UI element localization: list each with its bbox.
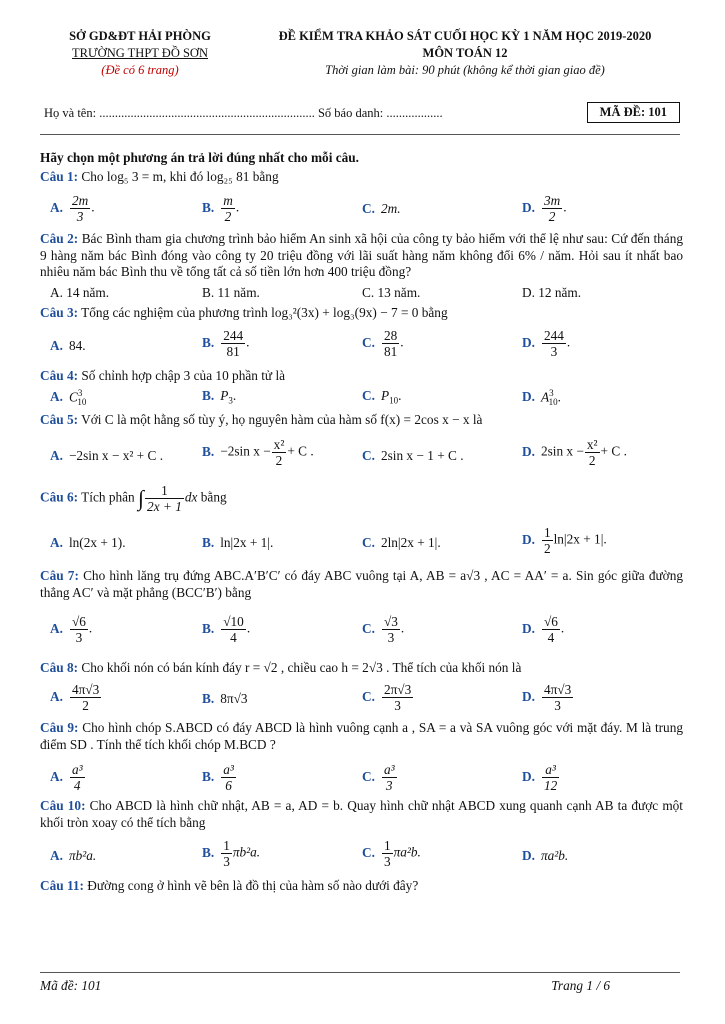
header-right	[250, 28, 680, 79]
q6-option-c[interactable]: C. 2ln|2x + 1|.	[362, 535, 441, 550]
q4-option-c[interactable]: C. $P_{10}$.	[362, 388, 402, 406]
exam-code-box: MÃ ĐỀ: 101	[587, 102, 680, 123]
q3-option-b[interactable]: B. $\frac{244}{81}$ .	[202, 328, 250, 359]
question-10: Câu 10: Cho ABCD là hình chữ nhật, AB = a, AD = b. Quay hình chữ nhật ABCD xung quanh cạnh AB ta được một khối tròn xoay có thể tích bằng	[40, 798, 684, 830]
question-5: Câu 5: Với C là một hằng số tùy ý, họ nguyên hàm của hàm số f(x) = 2cos x − x là	[40, 412, 483, 427]
student-name-field: Họ và tên: ..................................................................... Số báo danh: ..................	[44, 106, 443, 120]
q4-option-b[interactable]: B. $P_3$.	[202, 388, 237, 406]
q9-option-d[interactable]: D. $\frac{\text{a³}}{12}$	[522, 762, 558, 793]
school-name: TRƯỜNG THPT ĐỒ SƠN	[72, 46, 208, 60]
q9-option-b[interactable]: B. $\frac{\text{a³}}{6}$	[202, 762, 234, 793]
q10-option-a[interactable]: A. πb²a.	[50, 848, 97, 863]
q6-option-b[interactable]: B. ln|2x + 1|.	[202, 535, 274, 550]
pages-note: (Đề có 6 trang)	[101, 63, 179, 77]
q1-option-b[interactable]: B. $\frac{m}{2}$ .	[202, 193, 240, 224]
footer-divider	[40, 972, 680, 973]
q10-option-d[interactable]: D. πa²b.	[522, 848, 569, 863]
header-left	[40, 28, 240, 79]
q9-option-c[interactable]: C. $\frac{\text{a³}}{3}$	[362, 762, 395, 793]
q1-label: Câu 1:	[40, 169, 79, 184]
question-6: Câu 6: Tích phân ∫ $\frac{1}{2x + 1}$ dx bằng	[40, 483, 227, 514]
dept-name: SỞ GD&ĐT HẢI PHÒNG	[69, 29, 211, 43]
time-note: Thời gian làm bài: 90 phút (không kể thời gian giao đề)	[325, 63, 605, 77]
q7-option-b[interactable]: B. $\frac{√10}{4}$ .	[202, 614, 251, 645]
question-4: Câu 4: Số chỉnh hợp chập 3 của 10 phần tử là	[40, 368, 286, 383]
q9-option-a[interactable]: A. $\frac{\text{a³}}{4}$	[50, 762, 83, 793]
q3-option-d[interactable]: D. $\frac{244}{3}$ .	[522, 328, 571, 359]
footer-exam-code: Mã đề: 101	[40, 978, 102, 993]
q1-option-d[interactable]: D. $\frac{3m}{2}$ .	[522, 193, 567, 224]
exam-title: ĐỀ KIỂM TRA KHẢO SÁT CUỐI HỌC KỲ 1 NĂM HỌC 2019-2020	[278, 29, 652, 43]
q6-option-a[interactable]: A. ln(2x + 1).	[50, 535, 126, 550]
question-11: Câu 11: Đường cong ở hình vẽ bên là đồ thị của hàm số nào dưới đây?	[40, 878, 419, 893]
q7-option-d[interactable]: D. $\frac{√6}{4}$ .	[522, 614, 565, 645]
q3-option-c[interactable]: C. $\frac{28}{81}$ .	[362, 328, 404, 359]
q2-option-a[interactable]: A. 14 năm.	[50, 285, 110, 300]
header-divider	[40, 134, 680, 135]
page-footer	[40, 978, 680, 994]
q10-option-b[interactable]: B. $\frac{1}{3}$ πb²a.	[202, 838, 261, 869]
q2-option-c[interactable]: C. 13 năm.	[362, 285, 421, 300]
question-2	[40, 231, 683, 281]
q8-option-a[interactable]: A. $\frac{4\pi√3}{2}$	[50, 682, 100, 713]
q8-option-b[interactable]: B. 8π√3	[202, 691, 248, 706]
instructions: Hãy chọn một phương án trả lời đúng nhất cho mỗi câu.	[40, 150, 359, 165]
q7-option-c[interactable]: C. $\frac{√3}{3}$ .	[362, 614, 405, 645]
question-9: Câu 9: Cho hình chóp S.ABCD có đáy ABCD là hình vuông cạnh a , SA = a và SA vuông góc với mặt đáy. M là trung điểm SD . Tính thể tích khối chóp M.BCD ?	[40, 720, 684, 752]
q2-option-d[interactable]: D. 12 năm.	[522, 285, 582, 300]
q10-option-c[interactable]: C. $\frac{1}{3}$ πa²b.	[362, 838, 421, 869]
q2-label: Câu 2:	[40, 231, 79, 246]
q5-option-d[interactable]: D. 2sin x − $\frac{\text{x²}}{2}$ + C .	[522, 437, 627, 468]
q7-option-a[interactable]: A. $\frac{√6}{3}$ .	[50, 614, 93, 645]
question-8: Câu 8: Cho khối nón có bán kính đáy r = √2 , chiều cao h = 2√3 . Thể tích của khối nón là	[40, 660, 522, 675]
q1-option-a[interactable]: A. $\frac{2m}{3}$ .	[50, 193, 95, 224]
q3-option-a[interactable]: A. 84.	[50, 338, 86, 353]
footer-page-number: Trang 1 / 6	[551, 978, 610, 993]
q4-option-d[interactable]: D. $A^3_{10}$.	[522, 388, 561, 408]
q2-option-b[interactable]: B. 11 năm.	[202, 285, 260, 300]
q2-text: Bác Bình tham gia chương trình bảo hiểm An sinh xã hội của công ty bảo hiểm với thể lệ như sau: Cứ đến tháng 9 hàng năm bác Bình đóng vào công ty 20 triệu đồng với lãi suất hàng năm không đổi 6% / năm. Hỏi sau ít nhất bao nhiêu năm bác Bình thu về tổng tất cả số tiền lớn hơn 400 triệu đồng?	[40, 231, 684, 279]
student-info-bar	[40, 102, 680, 124]
question-1	[40, 169, 685, 185]
subject: MÔN TOÁN 12	[422, 46, 508, 60]
q5-option-b[interactable]: B. −2sin x − $\frac{\text{x²}}{2}$ + C .	[202, 437, 314, 468]
q8-option-d[interactable]: D. $\frac{4\pi√3}{3}$	[522, 682, 572, 713]
q6-option-d[interactable]: D. $\frac{1}{2}$ ln|2x + 1|.	[522, 525, 607, 556]
q5-option-c[interactable]: C. 2sin x − 1 + C .	[362, 448, 464, 463]
q4-option-a[interactable]: A. $C^3_{10}$	[50, 388, 87, 408]
q1-option-c[interactable]: C. 2m.	[362, 201, 401, 216]
q8-option-c[interactable]: C. $\frac{2\pi√3}{3}$	[362, 682, 412, 713]
q1-text: Cho log₅ 3 = m, khi đó log₂₅ 81 bằng	[81, 169, 279, 184]
q5-option-a[interactable]: A. −2sin x − x² + C .	[50, 448, 164, 463]
question-3: Câu 3: Tổng các nghiệm của phương trình log₃²(3x) + log₃(9x) − 7 = 0 bằng	[40, 305, 448, 320]
question-7: Câu 7: Cho hình lăng trụ đứng ABC.A′B′C′ có đáy ABC vuông tại A, AB = a√3 , AC = AA′ = a. Sin góc giữa đường thẳng AC′ và mặt phẳng (BCC′B′) bằng	[40, 568, 683, 600]
